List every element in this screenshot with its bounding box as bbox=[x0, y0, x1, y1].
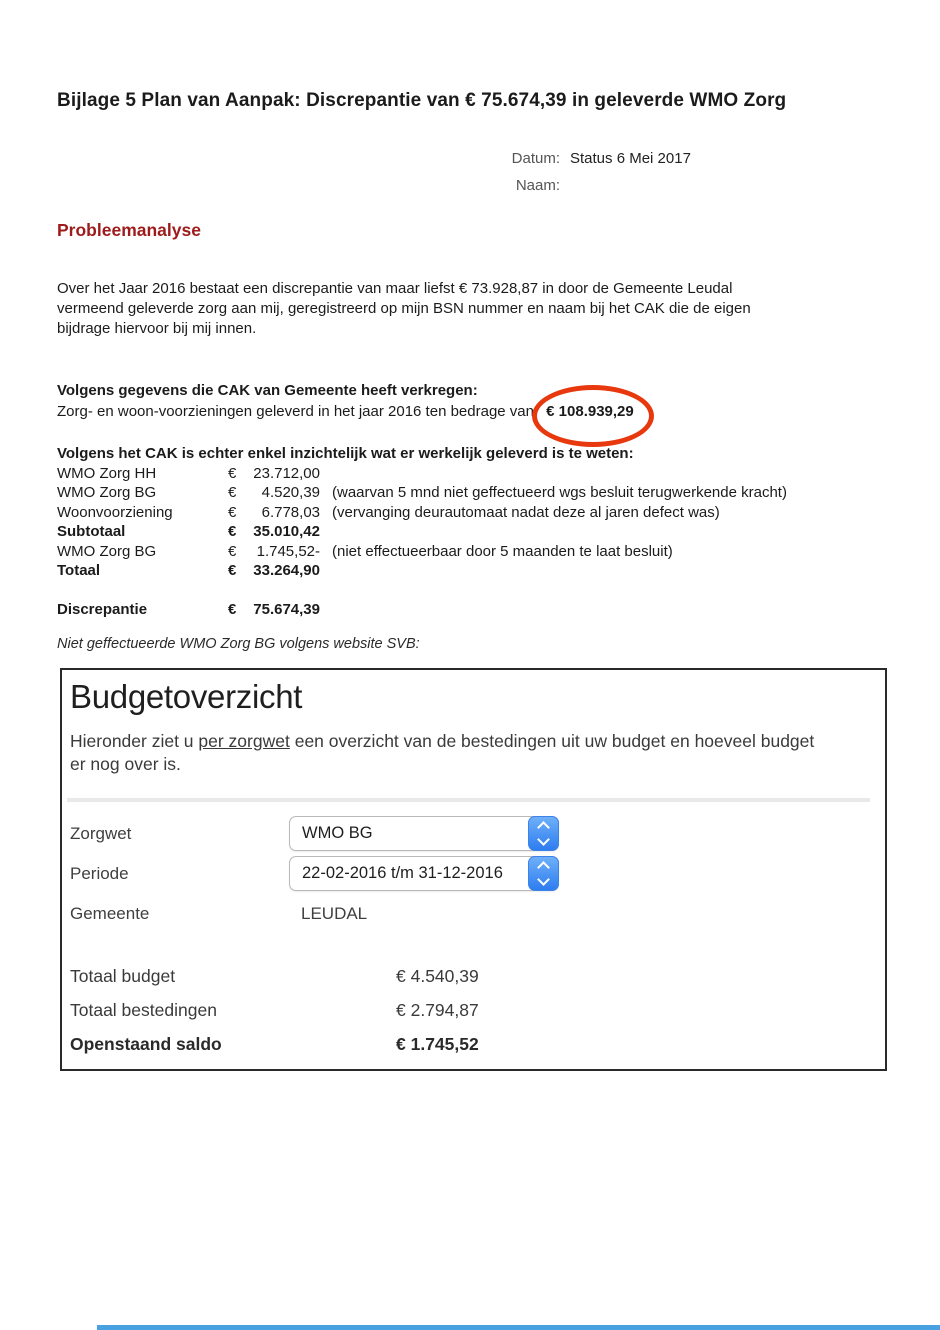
meta-row-naam bbox=[440, 177, 940, 194]
zorgwet-label: Zorgwet bbox=[70, 823, 132, 843]
row-note: (vervanging deurautomaat nadat deze al jaren defect was) bbox=[332, 503, 720, 521]
budget-intro-text: Hieronder ziet u bbox=[70, 730, 199, 751]
row-amount: 35.010,42 bbox=[253, 523, 320, 540]
select-arrows-icon[interactable] bbox=[528, 816, 559, 851]
total-bestedingen-value: € 2.794,87 bbox=[396, 1000, 479, 1020]
row-label: Woonvoorziening bbox=[57, 503, 173, 521]
budget-intro-line2: er nog over is. bbox=[70, 753, 181, 774]
periode-label: Periode bbox=[70, 863, 129, 883]
page-title: Bijlage 5 Plan van Aanpak: Discrepantie van € 75.674,39 in geleverde WMO Zorg bbox=[57, 90, 787, 111]
per-zorgwet-link[interactable]: per zorgwet bbox=[198, 730, 290, 751]
intro-line: bijdrage hiervoor bij mij innen. bbox=[57, 320, 257, 337]
cak-claim-amount: € 108.939,29 bbox=[546, 403, 634, 420]
discrepantie-amount: 75.674,39 bbox=[253, 600, 320, 618]
row-label: Subtotaal bbox=[57, 523, 126, 540]
delivered-heading: Volgens het CAK is echter enkel inzichtelijk wat er werkelijk geleverd is te weten: bbox=[57, 445, 634, 462]
periode-select-value: 22-02-2016 t/m 31-12-2016 bbox=[302, 864, 503, 882]
row-currency: € bbox=[228, 464, 237, 482]
row-currency: € bbox=[228, 542, 237, 560]
budget-title: Budgetoverzicht bbox=[70, 677, 303, 715]
section-heading-probleemanalyse: Probleemanalyse bbox=[57, 220, 201, 240]
budget-totals bbox=[70, 960, 885, 1062]
row-label: WMO Zorg BG bbox=[57, 484, 157, 501]
cak-claim-block bbox=[57, 381, 900, 422]
row-note: (niet effectueerbaar door 5 maanden te laat besluit) bbox=[332, 542, 673, 560]
table-row-subtotal bbox=[57, 522, 900, 542]
row-currency: € bbox=[228, 484, 237, 501]
divider bbox=[67, 798, 870, 802]
bottom-blue-bar bbox=[97, 1325, 940, 1330]
form-row-zorgwet bbox=[70, 814, 885, 854]
row-amount: 33.264,90 bbox=[253, 562, 320, 579]
cak-claim-line bbox=[57, 402, 900, 422]
chevron-down-icon bbox=[537, 833, 550, 846]
discrepantie-currency: € bbox=[228, 600, 237, 618]
row-amount: 4.520,39 bbox=[261, 484, 320, 501]
budget-form bbox=[70, 814, 885, 934]
discrepantie-label: Discrepantie bbox=[57, 600, 148, 618]
intro-line: Over het Jaar 2016 bestaat een discrepantie van maar liefst € 73.928,87 in door de Gemeente Leudal bbox=[57, 280, 733, 297]
datum-value: Status 6 Mei 2017 bbox=[570, 150, 691, 167]
total-bestedingen-label: Totaal bestedingen bbox=[70, 1000, 217, 1020]
row-label: WMO Zorg BG bbox=[57, 542, 157, 560]
table-row-total bbox=[57, 561, 900, 581]
intro-line: vermeend geleverde zorg aan mij, geregistreerd op mijn BSN nummer en naam bij het CAK die de eigen bbox=[57, 300, 751, 317]
chevron-down-icon bbox=[537, 873, 550, 886]
budget-intro-text: een overzicht van de bestedingen uit uw budget en hoeveel budget bbox=[289, 730, 815, 751]
table-row bbox=[57, 464, 900, 484]
table-row bbox=[57, 542, 900, 562]
intro-paragraph bbox=[57, 279, 900, 339]
table-row bbox=[57, 503, 900, 523]
form-row-periode bbox=[70, 854, 885, 894]
openstaand-saldo-label: Openstaand saldo bbox=[70, 1034, 222, 1054]
openstaand-saldo-value: € 1.745,52 bbox=[396, 1034, 479, 1054]
total-row-bestedingen bbox=[70, 994, 885, 1028]
delivered-table bbox=[57, 444, 900, 581]
total-row-budget bbox=[70, 960, 885, 994]
cak-claim-text: Zorg- en woon-voorzieningen geleverd in het jaar 2016 ten bedrage van bbox=[57, 403, 534, 420]
total-budget-label: Totaal budget bbox=[70, 966, 176, 986]
select-arrows-icon[interactable] bbox=[528, 856, 559, 891]
circled-amount bbox=[538, 402, 644, 422]
row-currency: € bbox=[228, 562, 237, 579]
form-row-gemeente bbox=[70, 894, 885, 934]
datum-label: Datum: bbox=[511, 150, 560, 167]
zorgwet-select[interactable] bbox=[289, 816, 559, 851]
row-amount: 23.712,00 bbox=[253, 464, 320, 482]
row-label: Totaal bbox=[57, 562, 101, 579]
row-amount: 6.778,03 bbox=[261, 503, 320, 521]
row-currency: € bbox=[228, 523, 237, 540]
zorgwet-select-value: WMO BG bbox=[302, 824, 373, 842]
row-currency: € bbox=[228, 503, 237, 521]
row-amount: 1.745,52- bbox=[256, 542, 320, 560]
row-label: WMO Zorg HH bbox=[57, 464, 157, 482]
cak-claim-heading: Volgens gegevens die CAK van Gemeente heeft verkregen: bbox=[57, 382, 478, 399]
row-note: (waarvan 5 mnd niet geffectueerd wgs besluit terugwerkende kracht) bbox=[332, 484, 787, 501]
gemeente-value: LEUDAL bbox=[301, 903, 368, 923]
periode-select[interactable] bbox=[289, 856, 559, 891]
screenshot-caption: Niet geffectueerde WMO Zorg BG volgens website SVB: bbox=[57, 635, 420, 652]
chevron-up-icon bbox=[537, 821, 550, 834]
meta-row-datum bbox=[440, 150, 940, 167]
budget-overview-panel bbox=[60, 668, 887, 1071]
gemeente-label: Gemeente bbox=[70, 903, 150, 923]
chevron-up-icon bbox=[537, 861, 550, 874]
budget-intro bbox=[70, 730, 869, 776]
meta-block bbox=[440, 150, 940, 194]
total-row-saldo bbox=[70, 1028, 885, 1062]
total-budget-value: € 4.540,39 bbox=[396, 966, 479, 986]
table-row bbox=[57, 483, 900, 503]
discrepantie-row bbox=[57, 601, 900, 618]
naam-label: Naam: bbox=[515, 177, 560, 194]
